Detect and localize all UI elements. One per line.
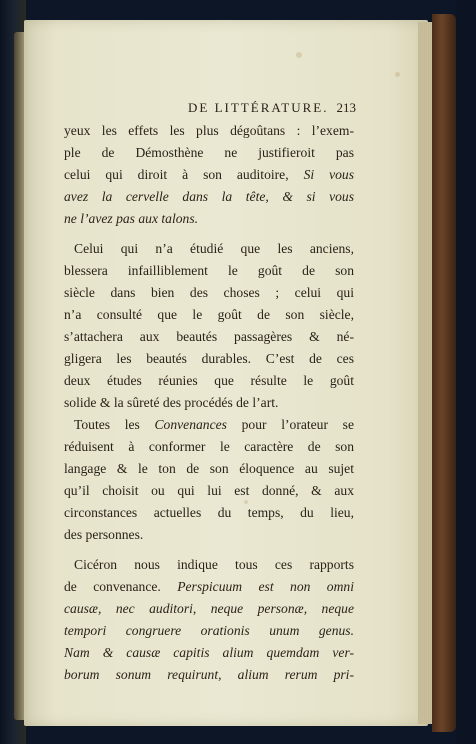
text-line xyxy=(64,414,354,436)
italic-fragment: ne l’avez pas aux talons. xyxy=(64,211,199,226)
running-title: DE LITTÉRATURE. xyxy=(188,100,329,115)
text-line: yeux les effets les plus dégoûtans : l’exem- xyxy=(64,123,354,138)
text-line: solide & la sûreté des procédés de l’art. xyxy=(64,395,279,410)
text-fragment: celui qui diroit à son auditoire, xyxy=(64,167,304,182)
italic-fragment: Si vous xyxy=(303,167,355,182)
text-line: n’a consulté que le goût de son siècle, xyxy=(64,307,354,322)
text-line xyxy=(64,164,354,186)
page-number: 213 xyxy=(336,100,356,115)
italic-fragment: borum sonum requirunt, alium rerum pri- xyxy=(64,667,354,682)
text-line: Cicéron nous indique tous ces rapports xyxy=(74,557,354,572)
italic-fragment: causæ, nec auditori, neque personæ, neque xyxy=(64,601,354,616)
text-line: circonstances actuelles du temps, du lieu, xyxy=(64,505,354,520)
italic-fragment: Perspicuum est non omni xyxy=(177,579,354,594)
text-line: s’attachera aux beautés passagères & né- xyxy=(64,329,354,344)
text-fragment: pour l’orateur se xyxy=(226,417,354,432)
italic-fragment: tempori congruere orationis unum genus. xyxy=(64,623,354,638)
page-stack-edge xyxy=(418,22,433,724)
text-line: langage & le ton de son éloquence au sujet xyxy=(64,461,354,476)
text-line: ple de Démosthène ne justifieroit pas xyxy=(64,145,354,160)
text-line xyxy=(64,576,354,598)
text-line: blessera infailliblement le goût de son xyxy=(64,263,354,278)
body-text xyxy=(64,120,354,686)
text-line xyxy=(64,664,354,686)
text-fragment: Toutes les xyxy=(74,417,155,432)
text-line: deux études réunies que résulte le goût xyxy=(64,373,354,388)
foxing-spot xyxy=(296,52,302,58)
running-head xyxy=(116,100,356,116)
text-line: réduisent à conformer le caractère de son xyxy=(64,439,354,454)
text-line xyxy=(64,598,354,620)
text-line xyxy=(64,620,354,642)
text-line xyxy=(64,208,354,230)
foxing-spot xyxy=(395,72,400,77)
text-line: gligera les beautés durables. C’est de ces xyxy=(64,351,354,366)
text-fragment: de convenance. xyxy=(64,579,178,594)
book-cover xyxy=(432,14,456,732)
text-line: qu’il choisit ou qui lui est donné, & aux xyxy=(64,483,354,498)
text-line xyxy=(64,642,354,664)
italic-fragment: Nam & causæ capitis alium quemdam ver- xyxy=(64,645,354,660)
italic-fragment: Convenances xyxy=(154,417,227,432)
text-line: Celui qui n’a étudié que les anciens, xyxy=(74,241,354,256)
text-line: siècle dans bien des choses ; celui qui xyxy=(64,285,354,300)
text-line: des personnes. xyxy=(64,527,144,542)
text-line xyxy=(64,186,354,208)
background-right xyxy=(456,0,476,744)
italic-fragment: avez la cervelle dans la tête, & si vous xyxy=(64,189,354,204)
